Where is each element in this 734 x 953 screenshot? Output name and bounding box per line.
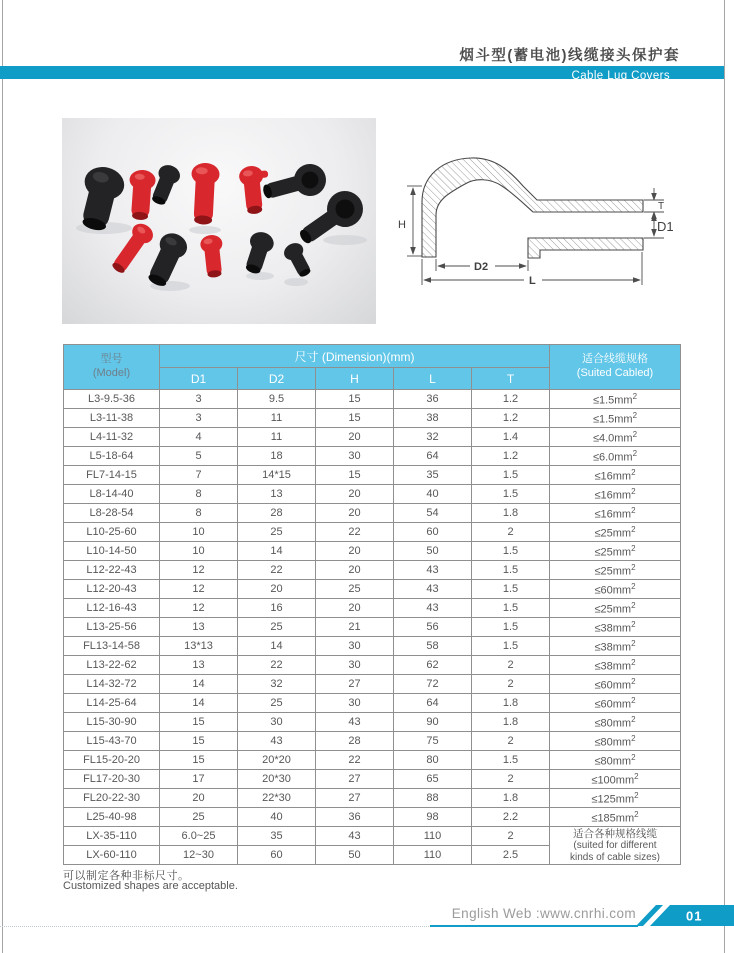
d1-cell: 10 <box>160 523 238 542</box>
t-cell: 1.2 <box>472 409 550 428</box>
d1-cell: 15 <box>160 751 238 770</box>
l-cell: 98 <box>394 808 472 827</box>
model-cell: L14-25-64 <box>64 694 160 713</box>
header-col-l: L <box>394 368 472 390</box>
table-row <box>64 447 681 466</box>
model-cell: LX-60-110 <box>64 846 160 865</box>
l-cell: 58 <box>394 637 472 656</box>
h-cell: 15 <box>316 390 394 409</box>
d2-cell: 25 <box>238 523 316 542</box>
l-cell: 64 <box>394 694 472 713</box>
spec-table <box>63 344 681 865</box>
page-number-badge <box>630 905 734 926</box>
d1-cell: 10 <box>160 542 238 561</box>
h-cell: 50 <box>316 846 394 865</box>
l-cell: 90 <box>394 713 472 732</box>
h-cell: 30 <box>316 656 394 675</box>
table-row <box>64 580 681 599</box>
t-cell: 1.5 <box>472 618 550 637</box>
banner-title: Cable Lug Covers <box>571 70 670 82</box>
h-cell: 20 <box>316 599 394 618</box>
d2-cell: 9.5 <box>238 390 316 409</box>
footer-dotted-line <box>0 926 433 927</box>
cover-black-smallest <box>281 240 315 280</box>
l-cell: 43 <box>394 580 472 599</box>
table-row <box>64 713 681 732</box>
cable-cell: $\le 25mm^2$ <box>550 542 681 561</box>
d1-cell: 13 <box>160 618 238 637</box>
t-cell: 1.5 <box>472 580 550 599</box>
cable-cell: $\le 80mm^2$ <box>550 751 681 770</box>
note-cn: 可以制定各种非标尺寸。 <box>63 870 190 882</box>
d2-cell: 11 <box>238 428 316 447</box>
l-cell: 36 <box>394 390 472 409</box>
h-cell: 25 <box>316 580 394 599</box>
t-cell: 1.2 <box>472 390 550 409</box>
cover-black-small <box>241 229 277 276</box>
header-cable-cn: 适合线缆规格 <box>582 353 648 366</box>
table-row <box>64 599 681 618</box>
d2-cell: 30 <box>238 713 316 732</box>
cable-cell: $\le 125mm^2$ <box>550 789 681 808</box>
d1-cell: 25 <box>160 808 238 827</box>
model-cell: L3-9.5-36 <box>64 390 160 409</box>
footer-web-text: English Web :www.cnrhi.com <box>451 906 636 921</box>
table-row <box>64 827 681 846</box>
h-cell: 21 <box>316 618 394 637</box>
cable-covers-illustration <box>62 118 376 324</box>
d1-cell: 6.0~25 <box>160 827 238 846</box>
l-cell: 110 <box>394 827 472 846</box>
model-cell: FL15-20-20 <box>64 751 160 770</box>
header-col-d1: D1 <box>160 368 238 390</box>
t-cell: 2.5 <box>472 846 550 865</box>
t-cell: 1.8 <box>472 694 550 713</box>
table-row <box>64 656 681 675</box>
cable-cell: $\le 60mm^2$ <box>550 694 681 713</box>
t-cell: 1.8 <box>472 713 550 732</box>
table-row <box>64 409 681 428</box>
footer-underline <box>430 925 638 927</box>
table-row <box>64 637 681 656</box>
d2-cell: 40 <box>238 808 316 827</box>
d2-cell: 14*15 <box>238 466 316 485</box>
l-cell: 43 <box>394 561 472 580</box>
table-row <box>64 675 681 694</box>
l-cell: 60 <box>394 523 472 542</box>
cable-cell: $\le 38mm^2$ <box>550 637 681 656</box>
table-row <box>64 732 681 751</box>
l-cell: 65 <box>394 770 472 789</box>
h-cell: 28 <box>316 732 394 751</box>
t-cell: 2 <box>472 827 550 846</box>
t-cell: 1.5 <box>472 485 550 504</box>
right-page-rule <box>724 0 725 953</box>
table-row <box>64 561 681 580</box>
l-cell: 35 <box>394 466 472 485</box>
l-cell: 40 <box>394 485 472 504</box>
l-cell: 62 <box>394 656 472 675</box>
spec-table-body <box>64 390 681 865</box>
model-cell: L4-11-32 <box>64 428 160 447</box>
l-cell: 80 <box>394 751 472 770</box>
h-cell: 20 <box>316 428 394 447</box>
cable-cell: $\le 1.5mm^2$ <box>550 409 681 428</box>
d2-cell: 22 <box>238 656 316 675</box>
t-cell: 2 <box>472 523 550 542</box>
d2-cell: 13 <box>238 485 316 504</box>
d2-cell: 20*30 <box>238 770 316 789</box>
model-cell: L10-25-60 <box>64 523 160 542</box>
h-cell: 20 <box>316 542 394 561</box>
h-cell: 20 <box>316 504 394 523</box>
cable-cell: $\le 1.5mm^2$ <box>550 390 681 409</box>
dim-label-t: T <box>658 201 665 212</box>
t-cell: 1.8 <box>472 504 550 523</box>
h-cell: 27 <box>316 789 394 808</box>
l-cell: 50 <box>394 542 472 561</box>
header-model <box>64 345 160 390</box>
cable-cell: $\le 16mm^2$ <box>550 485 681 504</box>
model-cell: FL13-14-58 <box>64 637 160 656</box>
model-cell: L25-40-98 <box>64 808 160 827</box>
cable-cell: $\le 38mm^2$ <box>550 656 681 675</box>
cover-black-pipe <box>259 160 329 207</box>
d2-cell: 60 <box>238 846 316 865</box>
d1-cell: 5 <box>160 447 238 466</box>
d2-cell: 25 <box>238 618 316 637</box>
d1-cell: 20 <box>160 789 238 808</box>
dimension-diagram-svg <box>396 142 696 292</box>
d1-cell: 4 <box>160 428 238 447</box>
pipe-lower-wall <box>528 238 643 258</box>
t-cell: 1.8 <box>472 789 550 808</box>
cable-cell: $\le 100mm^2$ <box>550 770 681 789</box>
h-cell: 30 <box>316 694 394 713</box>
table-row <box>64 751 681 770</box>
cable-cell: $\le 80mm^2$ <box>550 713 681 732</box>
d1-cell: 12~30 <box>160 846 238 865</box>
l-cell: 54 <box>394 504 472 523</box>
h-cell: 27 <box>316 770 394 789</box>
cable-cell: $\le 60mm^2$ <box>550 580 681 599</box>
model-cell: L13-22-62 <box>64 656 160 675</box>
table-row <box>64 390 681 409</box>
t-cell: 1.5 <box>472 561 550 580</box>
d1-cell: 13*13 <box>160 637 238 656</box>
model-cell: L5-18-64 <box>64 447 160 466</box>
table-row <box>64 618 681 637</box>
h-cell: 43 <box>316 827 394 846</box>
d2-cell: 16 <box>238 599 316 618</box>
h-cell: 15 <box>316 409 394 428</box>
model-cell: L3-11-38 <box>64 409 160 428</box>
cover-red-tall <box>189 162 220 225</box>
t-cell: 1.5 <box>472 542 550 561</box>
cable-cell: $\le 6.0mm^2$ <box>550 447 681 466</box>
d1-cell: 14 <box>160 675 238 694</box>
cable-cell: $\le 185mm^2$ <box>550 808 681 827</box>
cable-cell: $\le 80mm^2$ <box>550 732 681 751</box>
t-cell: 2 <box>472 732 550 751</box>
l-cell: 72 <box>394 675 472 694</box>
model-cell: L12-22-43 <box>64 561 160 580</box>
h-cell: 22 <box>316 751 394 770</box>
h-cell: 20 <box>316 561 394 580</box>
model-cell: L14-32-72 <box>64 675 160 694</box>
cable-cell: $\le 38mm^2$ <box>550 618 681 637</box>
t-cell: 2 <box>472 656 550 675</box>
product-photo <box>62 118 376 324</box>
t-cell: 1.2 <box>472 447 550 466</box>
d2-cell: 43 <box>238 732 316 751</box>
table-row <box>64 694 681 713</box>
cover-red-small <box>199 234 225 279</box>
cable-cell: $\le 60mm^2$ <box>550 675 681 694</box>
cable-cell: $\le 25mm^2$ <box>550 523 681 542</box>
t-cell: 2 <box>472 675 550 694</box>
dim-label-d2: D2 <box>474 261 489 273</box>
h-cell: 36 <box>316 808 394 827</box>
l-cell: 64 <box>394 447 472 466</box>
t-cell: 1.5 <box>472 599 550 618</box>
t-cell: 2 <box>472 770 550 789</box>
table-row <box>64 770 681 789</box>
d1-cell: 17 <box>160 770 238 789</box>
model-cell: L15-43-70 <box>64 732 160 751</box>
h-cell: 20 <box>316 485 394 504</box>
cable-cell: $\le 16mm^2$ <box>550 504 681 523</box>
d1-cell: 13 <box>160 656 238 675</box>
table-row <box>64 504 681 523</box>
d2-cell: 20*20 <box>238 751 316 770</box>
d1-cell: 8 <box>160 504 238 523</box>
l-cell: 88 <box>394 789 472 808</box>
t-cell: 1.5 <box>472 637 550 656</box>
d1-cell: 3 <box>160 409 238 428</box>
h-cell: 27 <box>316 675 394 694</box>
left-page-rule <box>2 0 3 953</box>
t-cell: 1.5 <box>472 466 550 485</box>
header-col-t: T <box>472 368 550 390</box>
d2-cell: 18 <box>238 447 316 466</box>
banner-bar <box>0 66 724 82</box>
model-cell: FL17-20-30 <box>64 770 160 789</box>
table-row <box>64 428 681 447</box>
d2-cell: 14 <box>238 542 316 561</box>
t-cell: 1.4 <box>472 428 550 447</box>
dim-label-l: L <box>529 275 536 287</box>
l-cell: 38 <box>394 409 472 428</box>
header-dimension: 尺寸 (Dimension)(mm) <box>160 345 550 368</box>
header-cable <box>550 345 681 390</box>
d2-cell: 22 <box>238 561 316 580</box>
cable-cell: $\le 25mm^2$ <box>550 599 681 618</box>
d1-cell: 14 <box>160 694 238 713</box>
d1-cell: 15 <box>160 713 238 732</box>
d1-cell: 12 <box>160 580 238 599</box>
dim-label-d1: D1 <box>657 219 674 234</box>
dim-label-h: H <box>398 219 406 231</box>
d1-cell: 12 <box>160 599 238 618</box>
l-cell: 110 <box>394 846 472 865</box>
cable-cell: 适合各种规格线缆 (suited for different kinds of cable sizes) <box>550 827 681 865</box>
t-cell: 2.2 <box>472 808 550 827</box>
header-model-cn: 型号 <box>100 353 123 366</box>
note-en: Customized shapes are acceptable. <box>63 880 238 892</box>
header-cable-en: (Suited Cabled) <box>576 367 654 379</box>
d2-cell: 35 <box>238 827 316 846</box>
model-cell: LX-35-110 <box>64 827 160 846</box>
d2-cell: 25 <box>238 694 316 713</box>
model-cell: L13-25-56 <box>64 618 160 637</box>
d2-cell: 20 <box>238 580 316 599</box>
model-cell: L10-14-50 <box>64 542 160 561</box>
h-cell: 15 <box>316 466 394 485</box>
l-cell: 75 <box>394 732 472 751</box>
table-row <box>64 542 681 561</box>
model-cell: L12-20-43 <box>64 580 160 599</box>
header-col-h: H <box>316 368 394 390</box>
page-title-cn: 烟斗型(蓄电池)线缆接头保护套 <box>459 48 680 64</box>
cover-red-straight <box>127 169 156 221</box>
dimension-diagram <box>396 142 696 297</box>
d2-cell: 11 <box>238 409 316 428</box>
header-col-d2: D2 <box>238 368 316 390</box>
model-cell: L15-30-90 <box>64 713 160 732</box>
d1-cell: 15 <box>160 732 238 751</box>
h-cell: 30 <box>316 637 394 656</box>
l-cell: 56 <box>394 618 472 637</box>
t-cell: 1.5 <box>472 751 550 770</box>
l-cell: 43 <box>394 599 472 618</box>
table-row <box>64 523 681 542</box>
cable-cell: $\le 16mm^2$ <box>550 466 681 485</box>
h-cell: 30 <box>316 447 394 466</box>
d1-cell: 12 <box>160 561 238 580</box>
d1-cell: 3 <box>160 390 238 409</box>
h-cell: 43 <box>316 713 394 732</box>
d2-cell: 14 <box>238 637 316 656</box>
h-cell: 22 <box>316 523 394 542</box>
model-cell: L8-14-40 <box>64 485 160 504</box>
model-cell: L12-16-43 <box>64 599 160 618</box>
spec-table-header <box>64 345 681 390</box>
d2-cell: 32 <box>238 675 316 694</box>
model-cell: L8-28-54 <box>64 504 160 523</box>
header-model-en: (Model) <box>92 367 131 379</box>
model-cell: FL20-22-30 <box>64 789 160 808</box>
table-row <box>64 466 681 485</box>
d2-cell: 28 <box>238 504 316 523</box>
cable-cell: $\le 25mm^2$ <box>550 561 681 580</box>
page-number: 01 <box>686 908 703 924</box>
table-row <box>64 485 681 504</box>
dim-h <box>407 186 422 256</box>
d2-cell: 22*30 <box>238 789 316 808</box>
table-row <box>64 808 681 827</box>
d1-cell: 7 <box>160 466 238 485</box>
cable-cell: $\le 4.0mm^2$ <box>550 428 681 447</box>
d1-cell: 8 <box>160 485 238 504</box>
model-cell: FL7-14-15 <box>64 466 160 485</box>
table-row <box>64 789 681 808</box>
l-cell: 32 <box>394 428 472 447</box>
